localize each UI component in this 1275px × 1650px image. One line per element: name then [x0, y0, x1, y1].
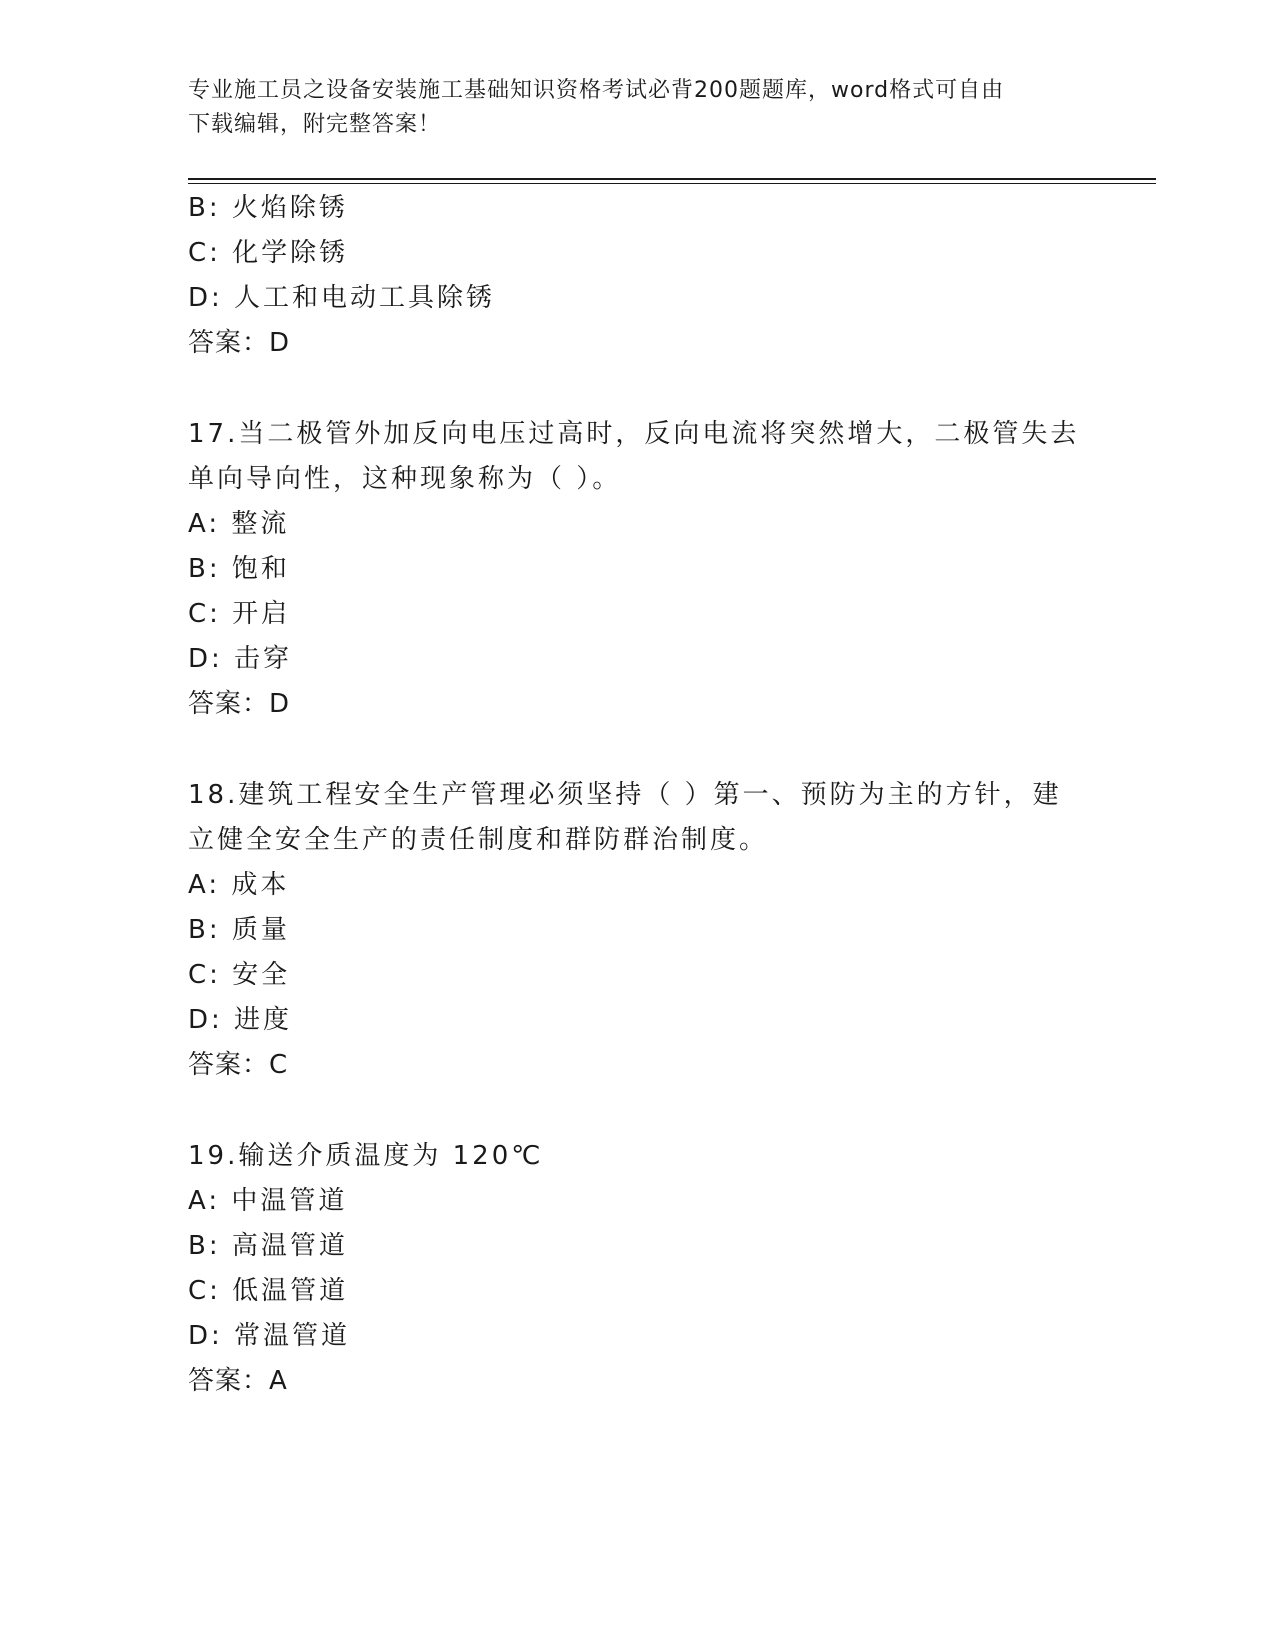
q19-option-b: B: 高温管道: [188, 1231, 348, 1261]
q18-option-d: D: 进度: [188, 1005, 293, 1035]
q19-option-d: D: 常温管道: [188, 1321, 351, 1351]
q17-option-d: D: 击穿: [188, 644, 293, 674]
q19-answer: 答案：A: [188, 1366, 288, 1396]
q17-option-b: B: 饱和: [188, 554, 290, 584]
q18-answer: 答案：C: [188, 1050, 289, 1080]
q18-stem-line-1: 18.建筑工程安全生产管理必须坚持（ ）第一、预防为主的方针，建: [188, 780, 1062, 810]
document-header: [188, 74, 1068, 142]
q19-stem-line-1: 19.输送介质温度为 120℃: [188, 1141, 544, 1171]
q17-option-a: A: 整流: [188, 509, 290, 539]
q17-stem-line-1: 17.当二极管外加反向电压过高时，反向电流将突然增大，二极管失去: [188, 419, 1080, 449]
prev-option-d: D: 人工和电动工具除锈: [188, 283, 496, 313]
q17-stem-line-2: 单向导向性，这种现象称为（ ）。: [188, 464, 622, 494]
q18-stem-line-2: 立健全安全生产的责任制度和群防群治制度。: [188, 825, 769, 855]
q18-option-b: B: 质量: [188, 915, 290, 945]
q18-option-c: C: 安全: [188, 960, 291, 990]
q18-option-a: A: 成本: [188, 870, 290, 900]
prev-answer: 答案：D: [188, 328, 291, 358]
prev-option-b: B: 火焰除锈: [188, 193, 348, 223]
q19-option-c: C: 低温管道: [188, 1276, 349, 1306]
q19-option-a: A: 中温管道: [188, 1186, 348, 1216]
header-divider-thin: [188, 183, 1156, 184]
header-line-2: 下载编辑，附完整答案！: [188, 112, 442, 137]
q17-answer: 答案：D: [188, 689, 291, 719]
prev-option-c: C: 化学除锈: [188, 238, 349, 268]
header-divider-thick: [188, 178, 1156, 180]
q17-option-c: C: 开启: [188, 599, 291, 629]
header-line-1: 专业施工员之设备安装施工基础知识资格考试必背200题题库，word格式可自由: [188, 78, 1005, 103]
